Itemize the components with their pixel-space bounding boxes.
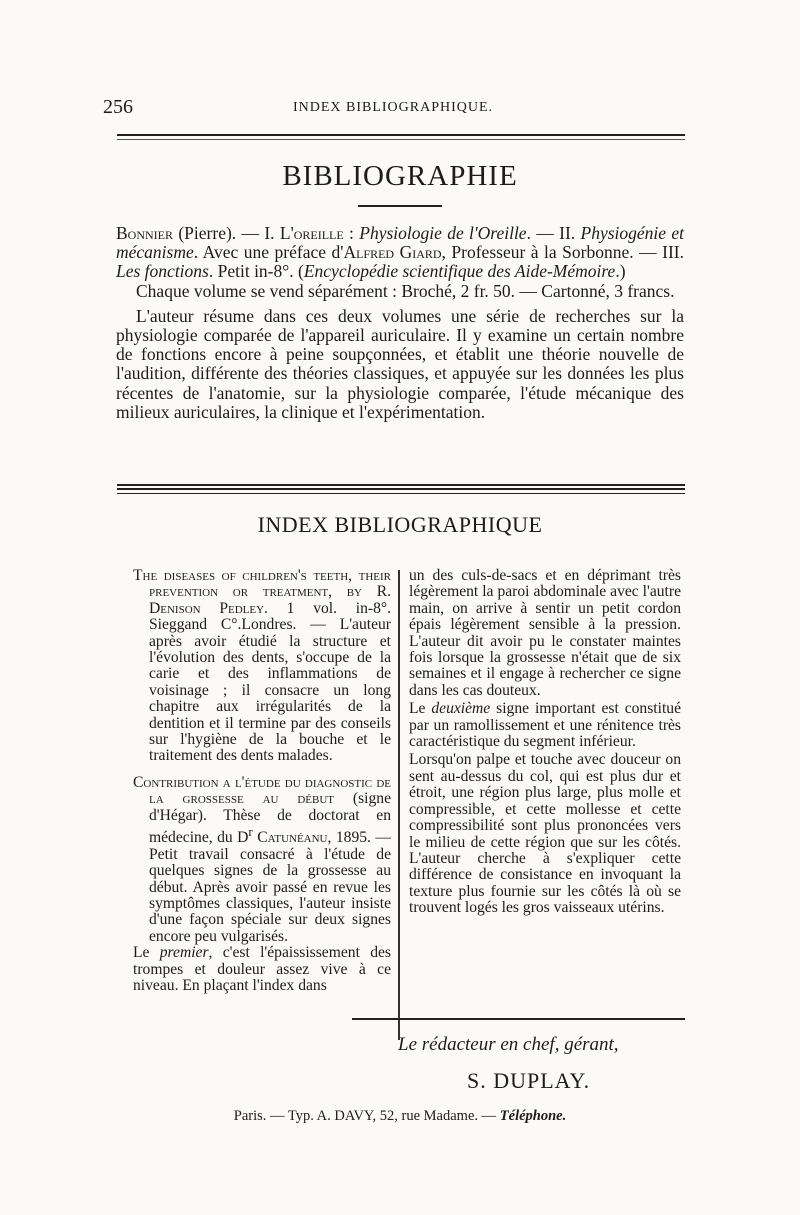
index-right-column — [409, 568, 681, 917]
part1-title: Physiologie de l'Oreille — [359, 223, 527, 243]
preface-author: Alfred Giard — [343, 242, 442, 263]
bibliographie-title: BIBLIOGRAPHIE — [282, 160, 518, 192]
index-paragraph-palpation: Lorsqu'on palpe et touche avec douceur on sent au-dessus du col, qui est plus dur et étroit, une région plus large, plus molle et compressible, et cette mollesse et cette compressibilité sont plus prononcées vers le milieu de cette région que sur les côtés. L'auteur cherche à s'expliquer cette différence de consistance en invoquant la texture plus fournie sur les côtés là où se trouvent logés les gros vaisseaux utérins. — [409, 751, 681, 917]
bibliographie-underline — [358, 205, 442, 207]
index-left-column — [133, 568, 391, 994]
header-rule-thin — [117, 139, 685, 140]
signature-rule — [352, 1018, 685, 1020]
running-title: INDEX BIBLIOGRAPHIQUE. — [292, 100, 494, 115]
entry-citation: Bonnier (Pierre). — I. L'oreille : Physiologie de l'Oreille. — II. Physiogénie et mécanisme. Avec une préface d'Alfred Giard, Professeur à la Sorbonne. — III. Les fonctions. Petit in-8°. (Encyclopédie scientifique des Aide-Mémoire.) — [116, 223, 684, 282]
section-divider-bottom — [117, 493, 685, 494]
part2-title: Physiogénie et mécanisme — [116, 223, 684, 263]
index-paragraph-deuxieme: Le deuxième signe important est constitué par un ramollissement et une rénitence très caractéristique du segment inférieur. — [409, 700, 681, 751]
section-divider-middle — [117, 488, 685, 490]
entry-price: Chaque volume se vend séparément : Broché, 2 fr. 50. — Cartonné, 3 francs. — [136, 280, 675, 301]
part1-label: L'oreille — [279, 223, 344, 243]
section-divider-top — [117, 484, 685, 486]
editor-role: Le rédacteur en chef, gérant, — [398, 1034, 619, 1055]
index-entry-teeth: The diseases of children's teeth, their prevention or treatment, by R. Denison Pedley. 1 vol. in-8°. Sieggand C°.Londres. — L'auteur après avoir étudié la structure et l'évolution des dents, s'occupe de la carie et des inflammations de voisinage ; il consacre un long chapitre aux irrégularités de la dentition et il termine par des conseils sur l'hygiène de la bouche et le traitement des dents malades. — [133, 567, 391, 765]
index-paragraph-premier: Le premier, c'est l'épaississement des trompes et douleur assez vive à ce niveau. En plaçant l'index dans — [133, 944, 391, 994]
entry-author: Catunéanu — [257, 829, 328, 847]
header-rule — [117, 134, 685, 136]
entry-title: Contribution a l'étude du diagnostic de la grossesse au début — [133, 773, 391, 808]
series-title: Encyclopédie scientifique des Aide-Mémoire — [303, 261, 616, 282]
bibliography-entry — [116, 224, 684, 422]
editor-name: S. DUPLAY. — [467, 1068, 591, 1093]
entry-summary: L'auteur résume dans ces deux volumes une série de recherches sur la physiologie comparée de l'appareil auriculaire. Il y examine un certain nombre de fonctions encore à peine soupçonnées, et établit une théorie nouvelle de l'audition, différente des théories classiques, et appuyée sur les données les plus récentes de l'anatomie, sur la physiologie comparée, l'étude mécanique des milieux auriculaires, la clinique et l'expérimentation. — [116, 305, 684, 422]
entry-author: Bonnier — [116, 223, 174, 243]
column-separator — [398, 570, 400, 1040]
index-title: INDEX BIBLIOGRAPHIQUE — [257, 512, 543, 537]
imprint: Paris. — Typ. A. DAVY, 52, rue Madame. — Téléphone. — [233, 1108, 567, 1124]
part3-title: Les fonctions — [116, 261, 209, 282]
entry-title: The diseases of children's teeth, their prevention or treatment, by — [133, 567, 391, 601]
running-head — [103, 96, 683, 120]
page-number: 256 — [103, 96, 133, 118]
index-paragraph-continued: un des culs-de-sacs et en déprimant très légèrement la paroi abdominale avec l'autre main, on arrive à sentir un petit cordon épais légèrement sensible à la pression. L'auteur dit avoir pu le constater maintes fois lorsque la grossesse n'était que de six semaines et il engage à rechercher ce signe dans les cas douteux. — [409, 567, 681, 699]
entry-author: R. Denison Pedley — [149, 583, 391, 617]
telephone-label: Téléphone. — [499, 1108, 567, 1124]
index-entry-grossesse: Contribution a l'étude du diagnostic de la grossesse au début (signe d'Hégar). Thèse de doctorat en médecine, du $D^r$ Catunéanu, 1895. — Petit travail consacré à l'étude de quelques signes de la grossesse au début. Après avoir passé en revue les symptômes classiques, l'auteur insiste d'une façon spéciale sur deux signes encore peu vulgarisés. — [133, 773, 392, 945]
